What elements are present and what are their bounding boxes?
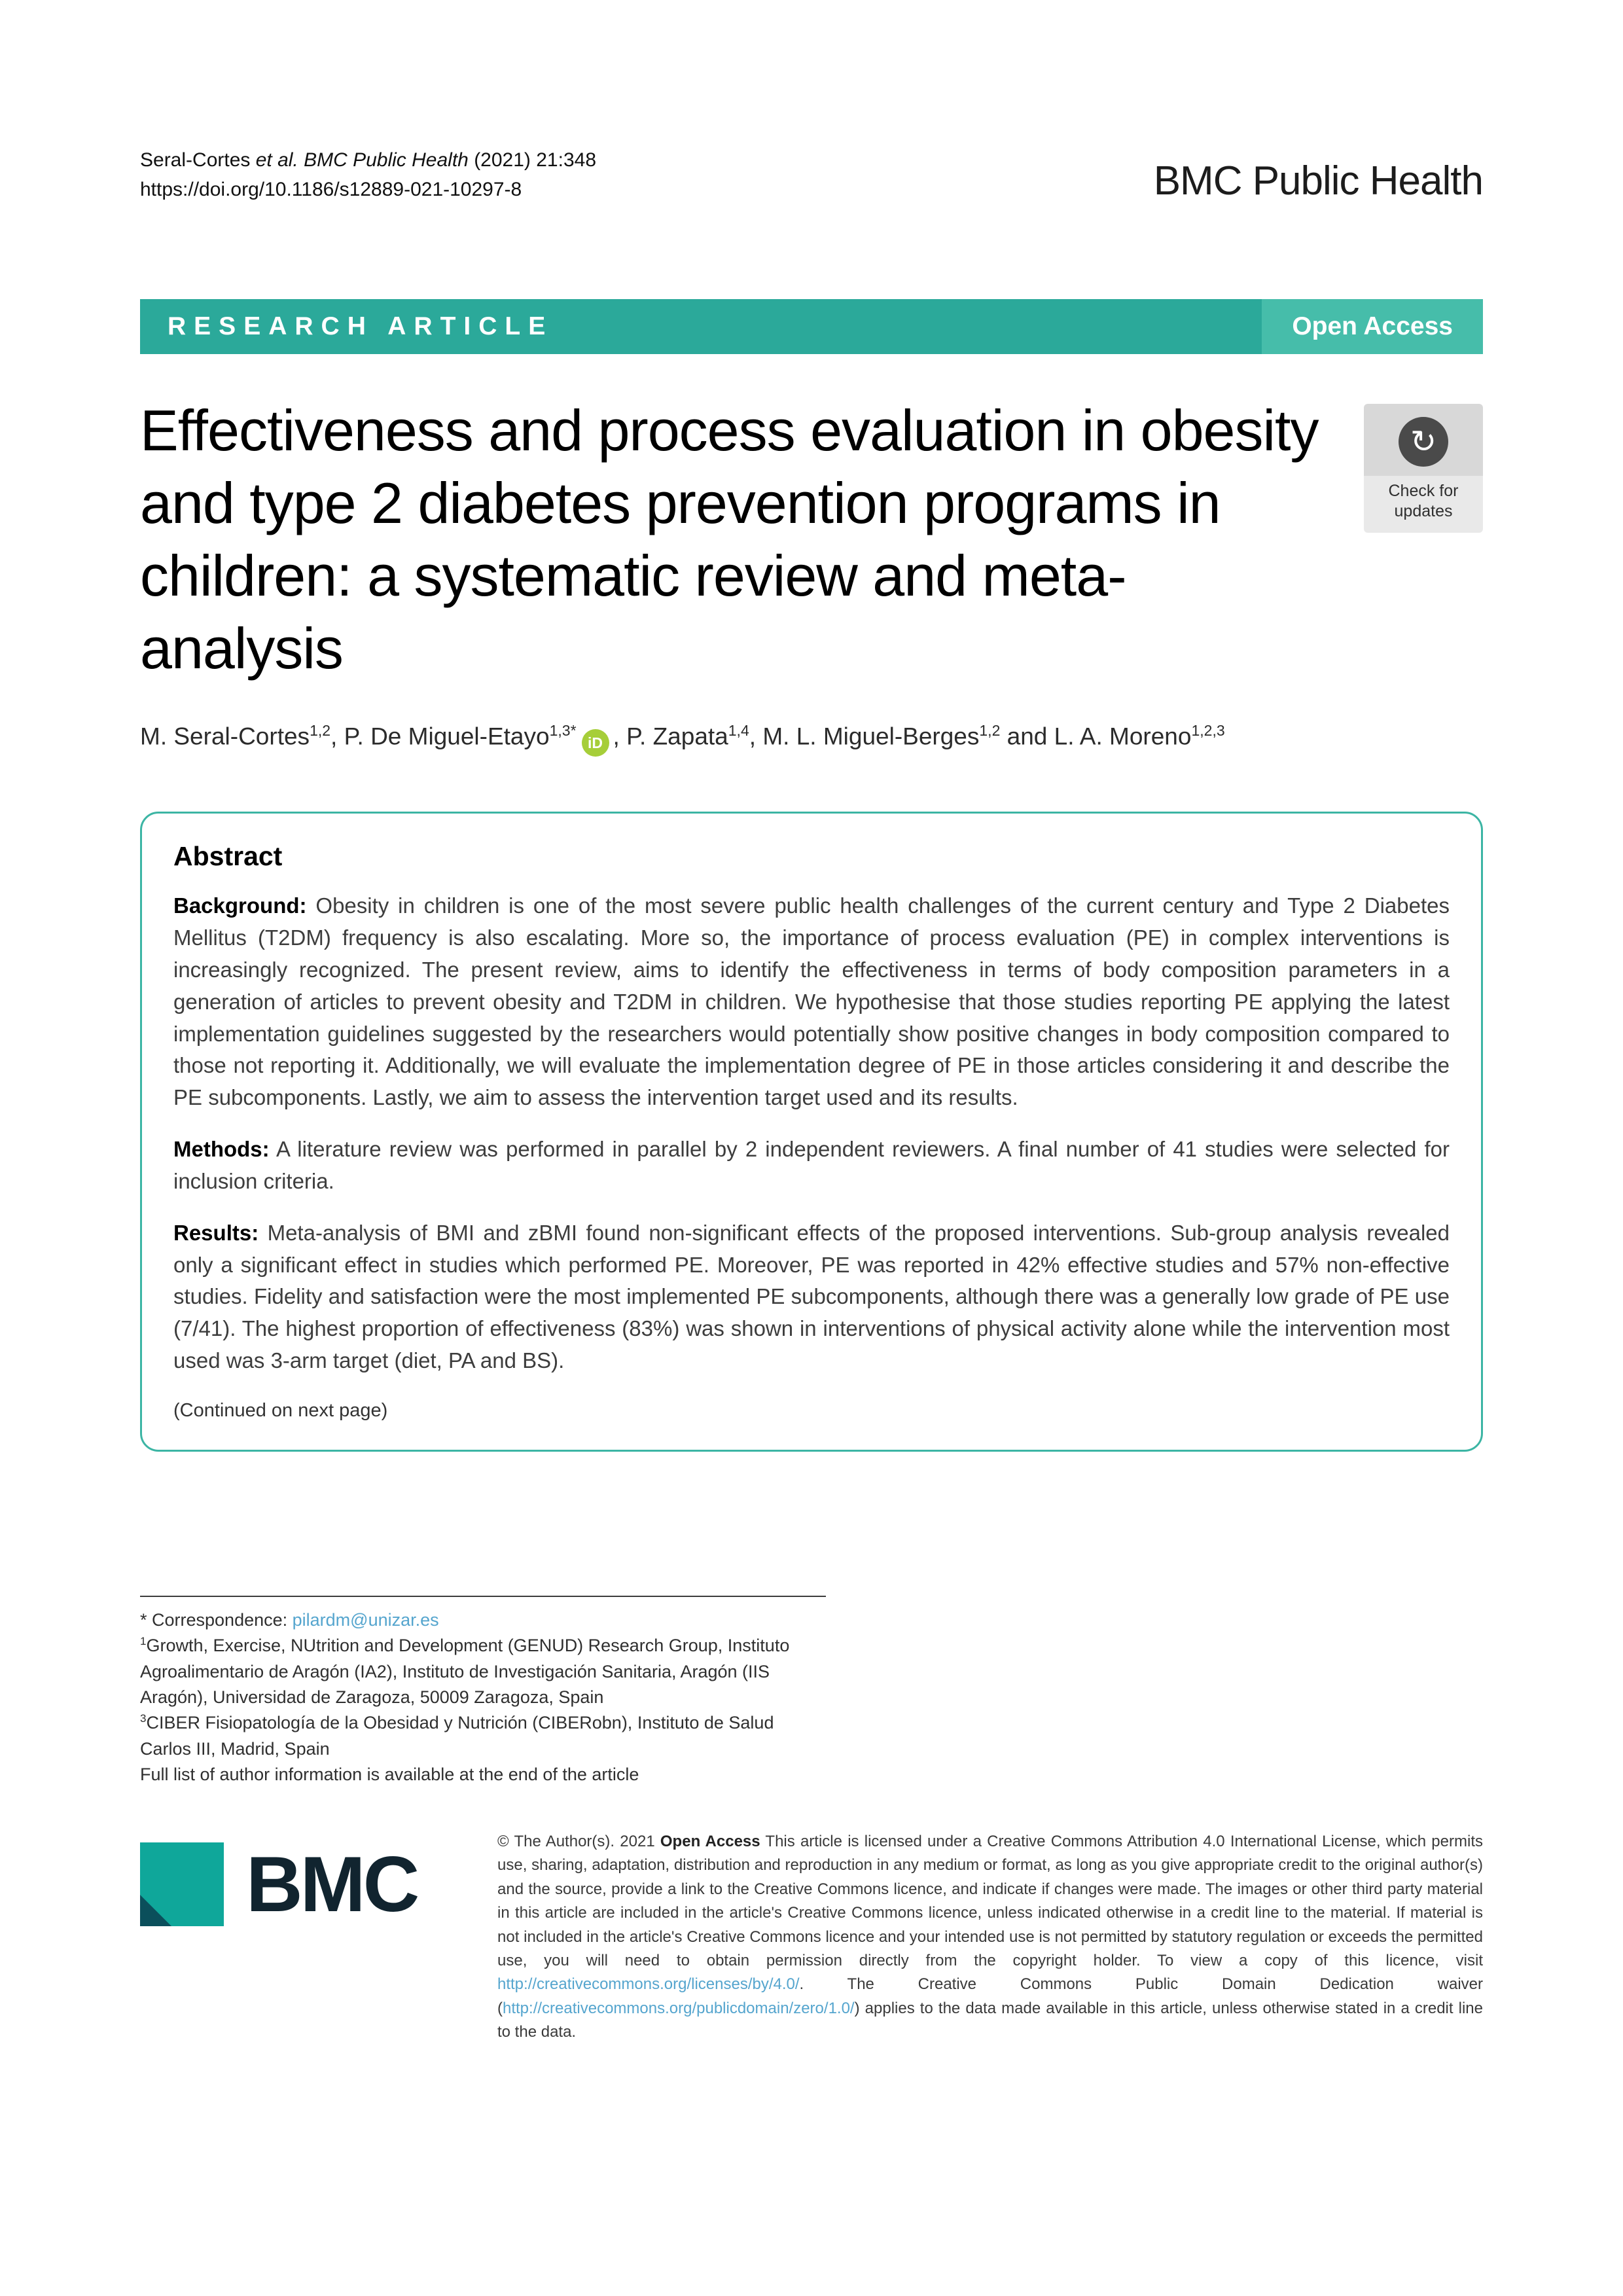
- cc-by-license-link[interactable]: http://creativecommons.org/licenses/by/4.0/: [497, 1975, 800, 1994]
- open-access-label: Open Access: [1262, 299, 1483, 354]
- author: P. Zapata: [626, 722, 728, 749]
- correspondence-line: * Correspondence: pilardm@unizar.es: [140, 1609, 439, 1630]
- bmc-logo: [140, 1839, 497, 1929]
- abstract-methods-label: Methods:: [173, 1137, 270, 1162]
- author: M. L. Miguel-Berges: [762, 722, 980, 749]
- journal-logo-text: BMC Public Health: [1153, 158, 1483, 204]
- footnote-block: [140, 1596, 826, 1788]
- abstract-heading: Abstract: [173, 841, 283, 872]
- crossmark-icon-area: [1364, 404, 1483, 476]
- author: L. A. Moreno: [1054, 722, 1192, 749]
- doi-text: https://doi.org/10.1186/s12889-021-10297-8: [140, 179, 522, 200]
- publisher-license-row: [140, 1830, 1483, 2045]
- article-type-label: RESEARCH ARTICLE: [168, 312, 554, 340]
- affiliation-1: $^1$Growth, Exercise, NUtrition and Development (GENUD) Research Group, Instituto Agroalimentario de Aragón (IA2), Instituto de Investigación Sanitaria, Aragón (IIS Aragón), Universidad de Zaragoza, 50009 Zaragoza, Spain: [140, 1635, 790, 1708]
- title-row: [140, 395, 1483, 685]
- full-author-list-note: Full list of author information is available at the end of the article: [140, 1765, 639, 1785]
- open-access-bold: Open Access: [660, 1832, 760, 1850]
- citation-line: Seral-Cortes et al. BMC Public Health (2021) 21:348: [140, 149, 597, 171]
- bmc-logo-icon: [140, 1842, 224, 1926]
- footnote-divider: [140, 1596, 826, 1597]
- author-affiliation-sup: 1,3*: [549, 721, 577, 739]
- license-text: © The Author(s). 2021 Open Access This article is licensed under a Creative Commons Attribution 4.0 International License, which permits use, sharing, adaptation, distribution and reproduction in any medium or format, as long as you give appropriate credit to the original author(s) and the source, provide a link to the Creative Commons licence, and indicate if changes were made. The images or other third party material in this article are included in the article's Creative Commons licence, unless indicated otherwise in a credit line to the material. If material is not included in the article's Creative Commons licence and your intended use is not permitted by statutory regulation or exceeds the permitted use, you will need to obtain permission directly from the copyright holder. To view a copy of this licence, visit http://creativecommons.org/licenses/by/4.0/. The Creative Commons Public Domain Dedication waiver (http://creativecommons.org/publicdomain/zero/1.0/) applies to the data made available in this article, unless otherwise stated in a credit line to the data.: [497, 1832, 1483, 2041]
- abstract-results: Results: Meta-analysis of BMI and zBMI found non-significant effects of the proposed interventions. Sub-group analysis revealed only a significant effect in studies which performed PE. Moreover, PE was reported in 42% effective studies and 57% non-effective studies. Fidelity and satisfaction were the most implemented PE subcomponents, although there was a generally low grade of PE use (7/41). The highest proportion of effectiveness (83%) was shown in interventions of physical activity alone while the intervention most used was 3-arm target (diet, PA and BS).: [173, 1220, 1450, 1373]
- crossmark-icon: ↻: [1399, 417, 1448, 467]
- author: P. De Miguel-Etayo: [344, 722, 550, 749]
- abstract-background-label: Background:: [173, 893, 307, 918]
- check-for-updates-badge[interactable]: [1364, 404, 1483, 533]
- abstract-box: [140, 812, 1483, 1452]
- author-list: M. Seral-Cortes$^{1,2}$, P. De Miguel-Etayo$^{1,3*}$iD , P. Zapata$^{1,4}$, M. L. Miguel-Berges$^{1,2}$ and L. A. Moreno$^{1,2,3}$: [140, 722, 1483, 757]
- correspondence-email-link[interactable]: pilardm@unizar.es: [292, 1609, 439, 1630]
- orcid-icon[interactable]: iD: [582, 729, 609, 757]
- citation-block: [140, 145, 596, 204]
- author-affiliation-sup: 1,2: [310, 721, 331, 739]
- author: M. Seral-Cortes: [140, 722, 310, 749]
- abstract-background: Background: Obesity in children is one of the most severe public health challenges of the current century and Type 2 Diabetes Mellitus (T2DM) frequency is also escalating. More so, the importance of process evaluation (PE) in complex interventions is increasingly recognized. The present review, aims to identify the effectiveness in terms of body composition parameters in a generation of articles to prevent obesity and T2DM in children. We hypothesise that those studies reporting PE applying the latest implementation guidelines suggested by the researchers would potentially show positive changes in body composition compared to those not reporting it. Additionally, we will evaluate the implementation degree of PE in those articles considering it and describe the PE subcomponents. Lastly, we aim to assess the intervention target used and its results.: [173, 893, 1450, 1110]
- article-title: Effectiveness and process evaluation in obesity and type 2 diabetes prevention programs in children: a systematic review and meta-analysis: [140, 398, 1319, 681]
- bmc-logo-text: BMC: [246, 1840, 418, 1928]
- article-type-banner: [140, 299, 1483, 354]
- abstract-results-label: Results:: [173, 1220, 259, 1245]
- author-affiliation-sup: 1,2: [979, 721, 1001, 739]
- author-affiliation-sup: 1,4: [728, 721, 749, 739]
- page-header: [140, 0, 1483, 204]
- affiliation-3: $^3$CIBER Fisiopatología de la Obesidad y Nutrición (CIBERobn), Instituto de Salud Carlos III, Madrid, Spain: [140, 1712, 774, 1759]
- cc-zero-license-link[interactable]: http://creativecommons.org/publicdomain/zero/1.0/: [503, 1999, 855, 2017]
- crossmark-label: Check for updates: [1364, 476, 1483, 533]
- continued-note: (Continued on next page): [173, 1399, 388, 1421]
- abstract-methods: Methods: A literature review was performed in parallel by 2 independent reviewers. A final number of 41 studies were selected for inclusion criteria.: [173, 1137, 1450, 1193]
- author-affiliation-sup: 1,2,3: [1191, 721, 1225, 739]
